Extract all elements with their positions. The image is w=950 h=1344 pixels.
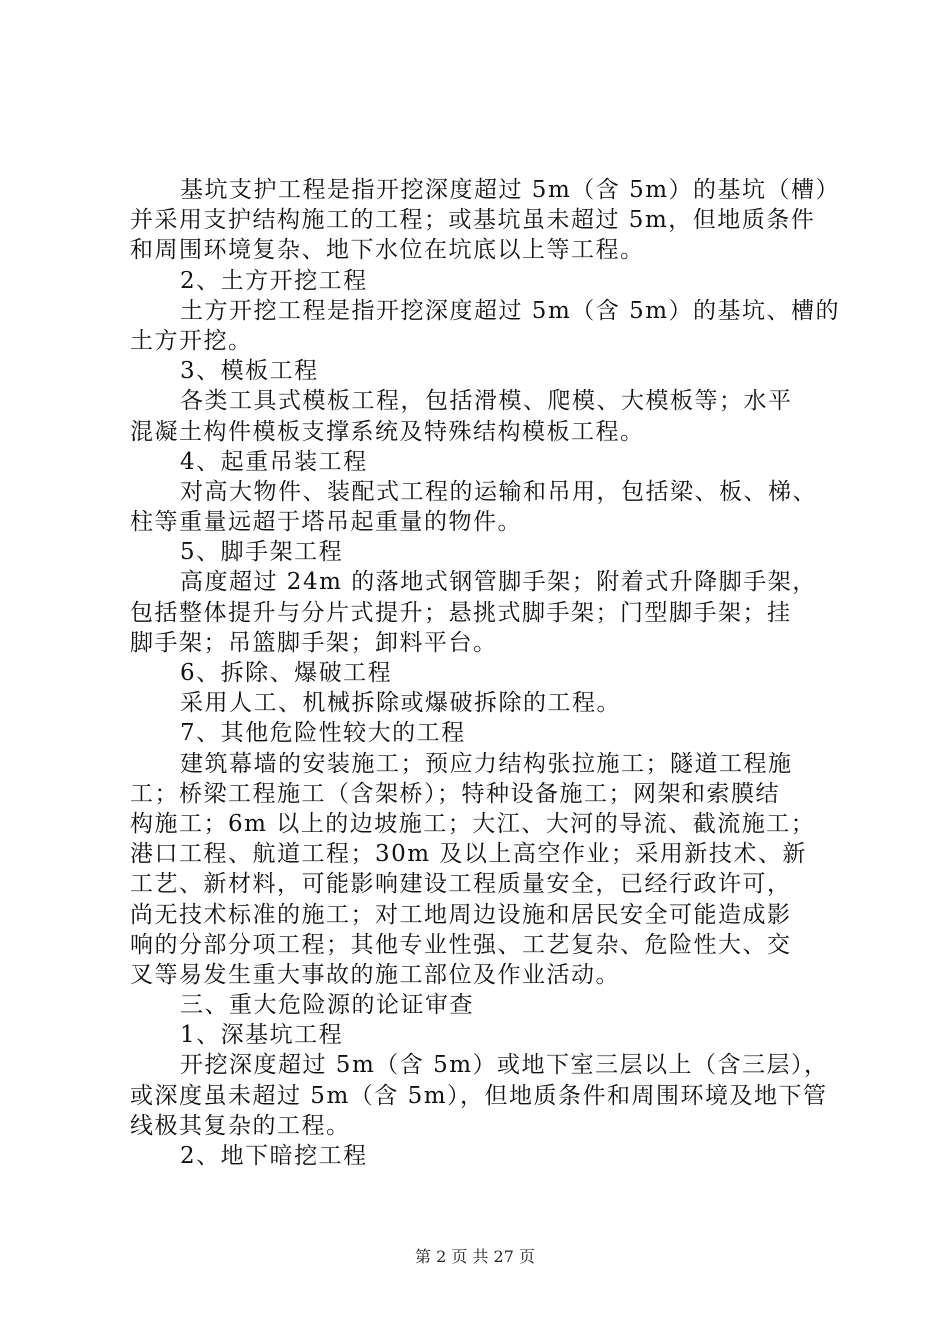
text-line: 或深度虽未超过 5m（含 5m），但地质条件和周围环境及地下管 bbox=[130, 1082, 828, 1109]
text-line: 港口工程、航道工程；30m 及以上高空作业；采用新技术、新 bbox=[130, 841, 807, 868]
text-line: 5、脚手架工程 bbox=[180, 539, 344, 566]
page-number-footer: 第 2 页 共 27 页 bbox=[415, 1247, 535, 1266]
text-line: 叉等易发生重大事故的施工部位及作业活动。 bbox=[130, 961, 620, 988]
text-line: 柱等重量远超于塔吊起重量的物件。 bbox=[130, 509, 522, 536]
text-line: 并采用支护结构施工的工程；或基坑虽未超过 5m，但地质条件 bbox=[130, 207, 816, 234]
text-line: 基坑支护工程是指开挖深度超过 5m（含 5m）的基坑（槽） bbox=[180, 177, 841, 203]
text-line: 脚手架；吊篮脚手架；卸料平台。 bbox=[130, 629, 498, 656]
text-line: 各类工具式模板工程，包括滑模、爬模、大模板等；水平 bbox=[180, 388, 793, 415]
text-line: 尚无技术标准的施工；对工地周边设施和居民安全可能造成影 bbox=[130, 901, 792, 928]
text-line: 土方开挖工程是指开挖深度超过 5m（含 5m）的基坑、槽的 bbox=[180, 297, 841, 324]
text-line: 7、其他危险性较大的工程 bbox=[180, 720, 466, 747]
text-line: 构施工；6m 以上的边坡施工；大江、大河的导流、截流施工； bbox=[130, 810, 816, 837]
text-line: 线极其复杂的工程。 bbox=[130, 1112, 351, 1139]
text-line: 三、重大危险源的论证审查 bbox=[180, 992, 474, 1019]
text-line: 2、地下暗挖工程 bbox=[180, 1143, 368, 1169]
text-line: 包括整体提升与分片式提升；悬挑式脚手架；门型脚手架；挂 bbox=[130, 599, 792, 626]
text-line: 对高大物件、装配式工程的运输和吊用，包括梁、板、梯、 bbox=[180, 478, 817, 505]
document-body bbox=[130, 175, 850, 1171]
text-line: 工艺、新材料，可能影响建设工程质量安全，已经行政许可， bbox=[130, 871, 792, 898]
text-line: 开挖深度超过 5m（含 5m）或地下室三层以上（含三层）， bbox=[180, 1052, 829, 1079]
text-line: 土方开挖。 bbox=[130, 327, 253, 354]
text-line: 2、土方开挖工程 bbox=[180, 267, 368, 294]
text-line: 4、起重吊装工程 bbox=[180, 448, 368, 475]
text-line: 1、深基坑工程 bbox=[180, 1022, 344, 1049]
text-line: 3、模板工程 bbox=[180, 358, 319, 385]
text-line: 6、拆除、爆破工程 bbox=[180, 660, 393, 686]
text-line: 建筑幕墙的安装施工；预应力结构张拉施工；隧道工程施 bbox=[180, 750, 793, 777]
text-line: 和周围环境复杂、地下水位在坑底以上等工程。 bbox=[130, 237, 645, 264]
text-line: 高度超过 24m 的落地式钢管脚手架；附着式升降脚手架， bbox=[180, 569, 817, 596]
text-line: 工；桥梁工程施工（含架桥）；特种设备施工；网架和索膜结 bbox=[130, 780, 780, 807]
text-line: 混凝土构件模板支撑系统及特殊结构模板工程。 bbox=[130, 418, 645, 445]
text-line: 响的分部分项工程；其他专业性强、工艺复杂、危险性大、交 bbox=[130, 931, 792, 958]
text-line: 采用人工、机械拆除或爆破拆除的工程。 bbox=[180, 690, 621, 717]
